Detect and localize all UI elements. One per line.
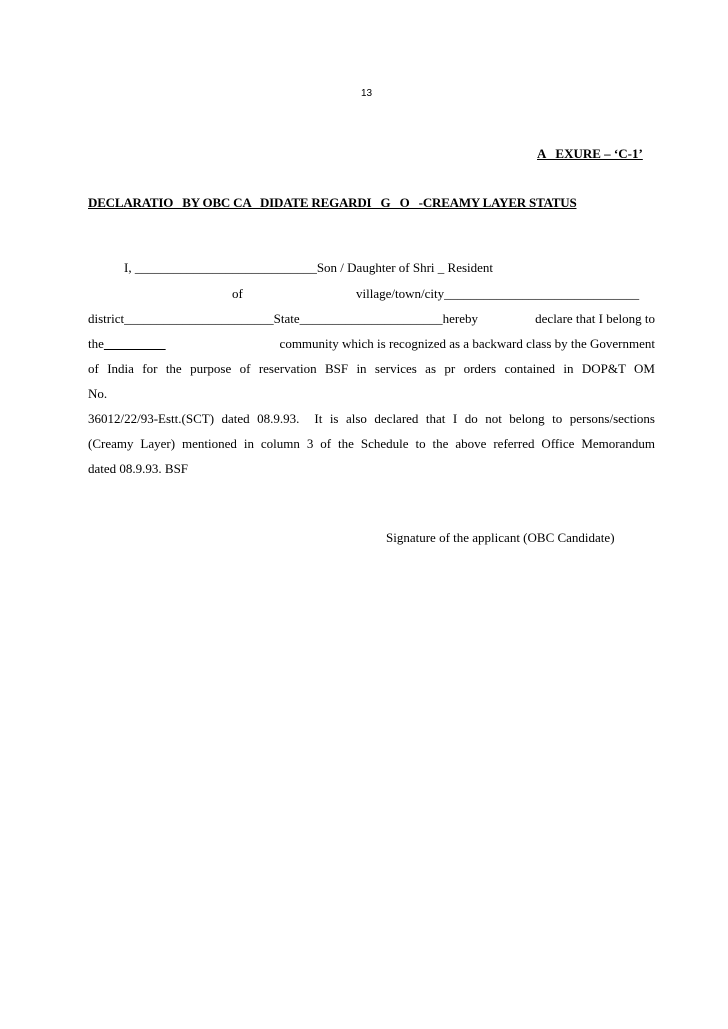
body-line-4-the: the [88,336,104,351]
body-line-7: 36012/22/93-Estt.(SCT) dated 08.9.93. It is also declared that I do not belong to persons/sections [88,411,655,426]
body-line-3-part-b: declare that I belong to [535,311,655,326]
annexure-label: A EXURE – ‘C-1’ [537,146,643,161]
body-line-2-of: of [232,286,243,301]
body-line-2-village: village/town/city______________________________ [356,286,640,301]
body-line-8: (Creamy Layer) mentioned in column 3 of the Schedule to the above referred Office Memorandum [88,436,655,451]
body-line-1: I, ____________________________Son / Daughter of Shri _ Resident [124,260,494,275]
page-number: 13 [361,88,373,99]
body-line-4 [88,336,655,352]
body-line-9: dated 08.9.93. BSF [88,461,189,476]
body-line-3 [88,311,655,327]
body-line-3-part-a: district_______________________State______________________hereby [88,311,478,326]
body-line-4-start [88,336,166,352]
declaration-heading: DECLARATIO BY OBC CA DIDATE REGARDI G O -CREAMY LAYER STATUS [88,195,577,210]
body-line-6: No. [88,386,108,401]
signature-label: Signature of the applicant (OBC Candidate) [386,530,615,545]
body-line-5: of India for the purpose of reservation BSF in services as pr orders contained in DOP&T OM [88,361,655,376]
community-blank [104,336,166,351]
body-line-4-rest: community which is recognized as a backward class by the Government [279,336,655,351]
